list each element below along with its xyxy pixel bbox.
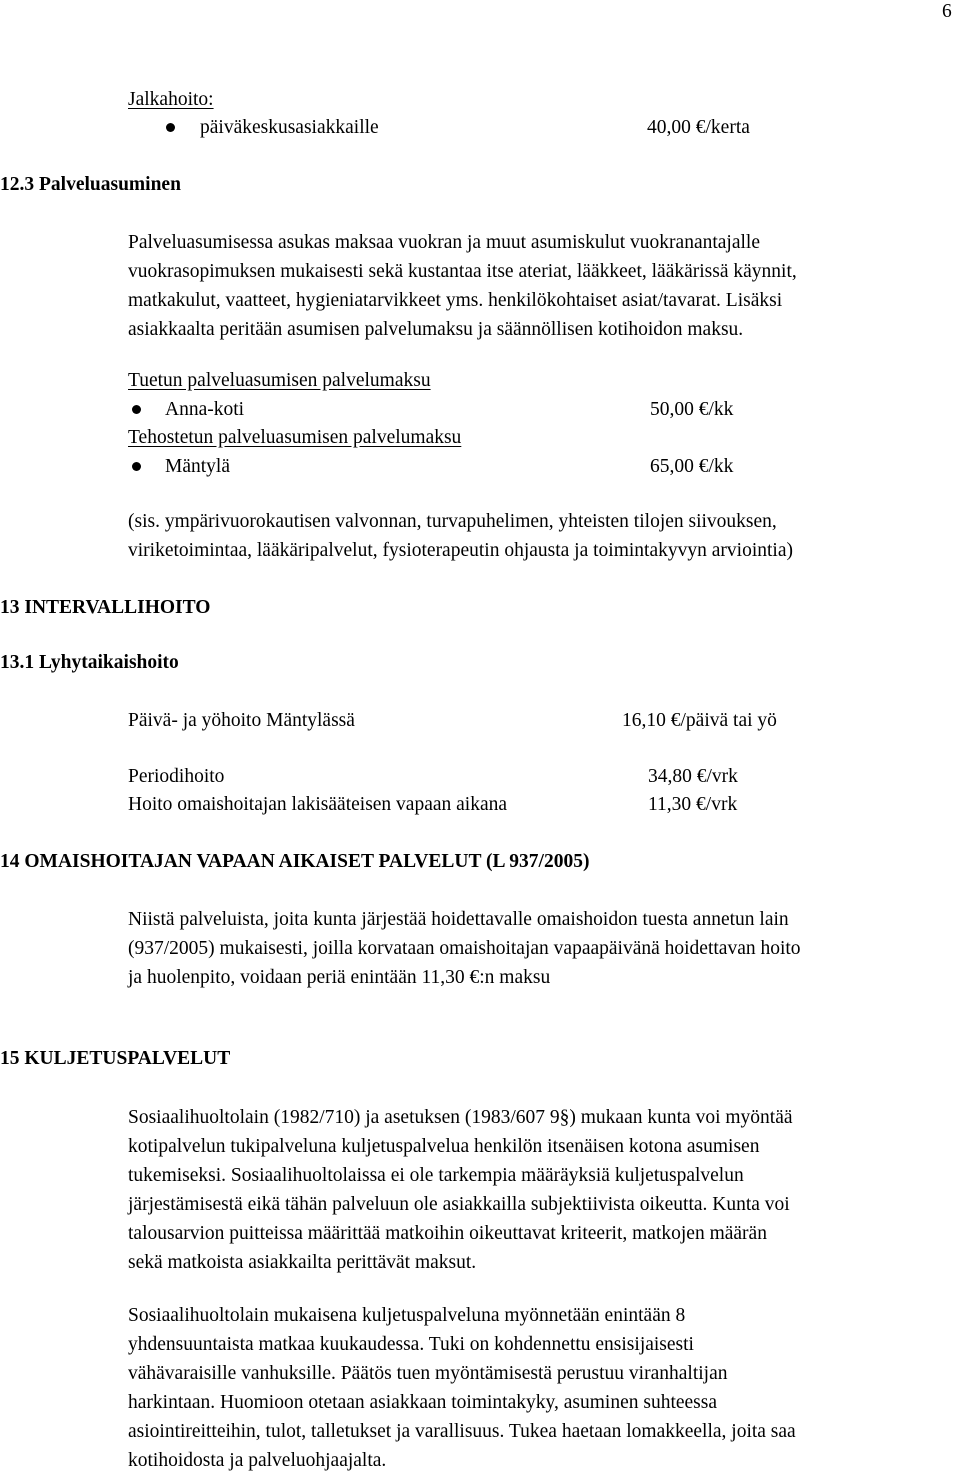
bullet-icon — [132, 462, 141, 471]
section-12-3-heading: 12.3 Palveluasuminen — [0, 174, 181, 195]
included-services-note — [128, 507, 928, 565]
price-row-label: Päivä- ja yöhoito Mäntylässä — [128, 710, 355, 731]
section-15-heading: 15 KULJETUSPALVELUT — [0, 1048, 231, 1069]
bullet-icon — [166, 123, 175, 132]
paragraph-line: yhdensuuntaista matkaa kuukaudessa. Tuki on kohdennettu ensisijaisesti — [128, 1334, 694, 1355]
page-number: 6 — [942, 1, 952, 22]
jalkahoito-title: Jalkahoito: — [128, 89, 214, 110]
paragraph-line: asiointireitteihin, tulot, talletukset ja varallisuus. Tukea haetaan lomakkeella, joita saa — [128, 1421, 796, 1442]
price-row-label: Periodihoito — [128, 766, 225, 787]
jalkahoito-item-price: 40,00 €/kerta — [647, 117, 750, 138]
paragraph-line: harkintaan. Huomioon otetaan asiakkaan toimintakyky, asuminen suhteessa — [128, 1392, 717, 1413]
paragraph-line: (937/2005) mukaisesti, joilla korvataan omaishoitajan vapaapäivänä hoidettavan hoito — [128, 938, 801, 959]
paragraph-line: Palveluasumisessa asukas maksaa vuokran ja muut asumiskulut vuokranantajalle — [128, 232, 760, 253]
price-row-label: Hoito omaishoitajan lakisääteisen vapaan aikana — [128, 794, 508, 815]
paragraph-line: kotipalvelun tukipalveluna kuljetuspalvelua henkilön itsenäisen kotona asumisen — [128, 1136, 760, 1157]
bullet-icon — [132, 405, 141, 414]
section-13-1-heading: 13.1 Lyhytaikaishoito — [0, 652, 179, 673]
mantyla-label: Mäntylä — [165, 456, 230, 477]
section-14-heading: 14 OMAISHOITAJAN VAPAAN AIKAISET PALVELUT (L 937/2005) — [0, 851, 590, 872]
paragraph-line: vähävaraisille vanhuksille. Päätös tuen myöntämisestä perustuu viranhaltijan — [128, 1363, 728, 1384]
paragraph-line: järjestämisestä eikä tähän palveluun ole asiakkailla subjektiivista oikeutta. Kunta voi — [128, 1194, 790, 1215]
paragraph-line: ja huolenpito, voidaan periä enintään 11,30 €:n maksu — [128, 967, 551, 988]
anna-koti-price: 50,00 €/kk — [650, 399, 734, 420]
paragraph-line: sekä matkoista asiakkailta perittävät maksut. — [128, 1252, 477, 1273]
paragraph-line: Sosiaalihuoltolain (1982/710) ja asetuksen (1983/607 9§) mukaan kunta voi myöntää — [128, 1107, 793, 1128]
paragraph-line: Niistä palveluista, joita kunta järjestää hoidettavalle omaishoidon tuesta annetun lain — [128, 909, 789, 930]
paragraph-line: talousarvion puitteissa määrittää matkoihin oikeuttavat kriteerit, matkojen määrän — [128, 1223, 767, 1244]
price-row-value: 11,30 €/vrk — [648, 794, 738, 815]
mantyla-price: 65,00 €/kk — [650, 456, 734, 477]
section-13-heading: 13 INTERVALLIHOITO — [0, 597, 211, 618]
tuettu-heading: Tuetun palveluasumisen palvelumaksu — [128, 370, 431, 391]
omaishoitaja-paragraph — [128, 905, 928, 992]
price-row-value: 34,80 €/vrk — [648, 766, 738, 787]
kuljetuspalvelut-paragraph-2 — [128, 1301, 928, 1475]
anna-koti-label: Anna-koti — [165, 399, 245, 420]
paragraph-line: matkakulut, vaatteet, hygieniatarvikkeet yms. henkilökohtaiset asiat/tavarat. Lisäksi — [128, 290, 783, 311]
kuljetuspalvelut-paragraph-1 — [128, 1103, 928, 1277]
tehostettu-heading: Tehostetun palveluasumisen palvelumaksu — [128, 427, 462, 448]
paragraph-line: Sosiaalihuoltolain mukaisena kuljetuspalveluna myönnetään enintään 8 — [128, 1305, 686, 1326]
paragraph-line: vuokrasopimuksen mukaisesti sekä kustantaa itse ateriat, lääkkeet, lääkärissä käynnit, — [128, 261, 797, 282]
paragraph-line: kotihoidosta ja palveluohjaajalta. — [128, 1450, 387, 1471]
note-line: (sis. ympärivuorokautisen valvonnan, turvapuhelimen, yhteisten tilojen siivouksen, — [128, 511, 777, 532]
palveluasuminen-paragraph — [128, 228, 928, 344]
jalkahoito-item-label: päiväkeskusasiakkaille — [200, 117, 379, 138]
price-row-value: 16,10 €/päivä tai yö — [622, 710, 777, 731]
note-line: viriketoimintaa, lääkäripalvelut, fysioterapeutin ohjausta ja toimintakyvyn arviointia) — [128, 540, 793, 561]
paragraph-line: asiakkaalta peritään asumisen palvelumaksu ja säännöllisen kotihoidon maksu. — [128, 319, 744, 340]
paragraph-line: tukemiseksi. Sosiaalihuoltolaissa ei ole tarkempia määräyksiä kuljetuspalvelun — [128, 1165, 744, 1186]
